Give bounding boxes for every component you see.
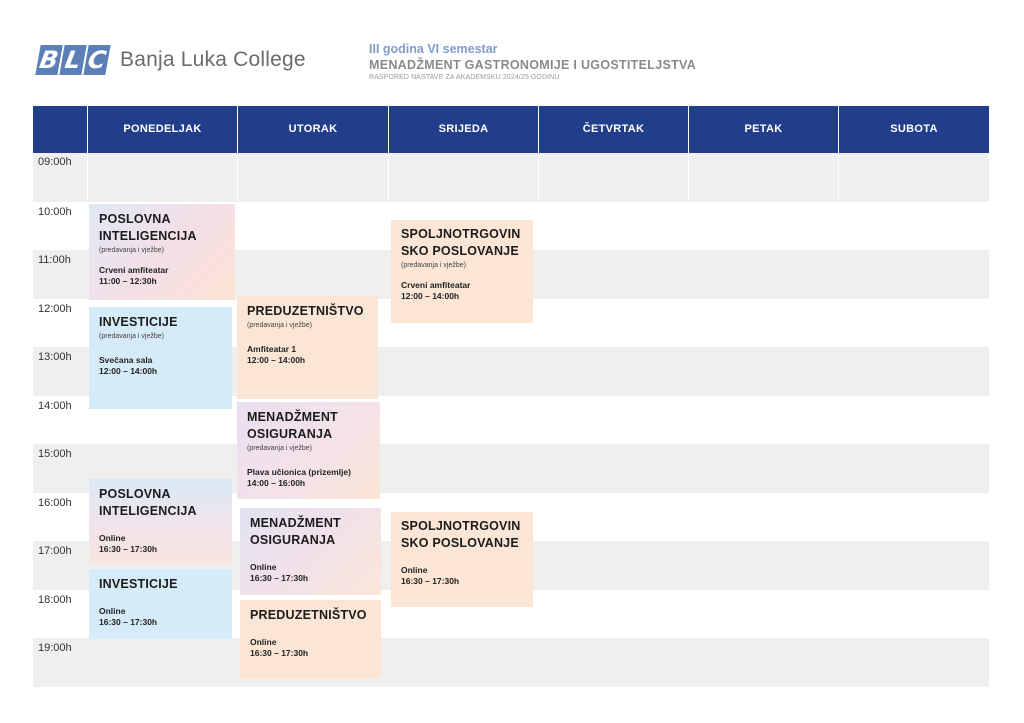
time-label: 10:00h (38, 206, 72, 218)
event-title-line1: SPOLJNOTRGOVIN (401, 227, 521, 241)
schedule-header (369, 42, 696, 83)
day-header-row (33, 106, 989, 153)
time-band (33, 153, 989, 202)
event-title: MENADŽMENT OSIGURANJA (250, 516, 341, 547)
college-name: Banja Luka College (120, 48, 306, 71)
time-label: 14:00h (38, 400, 72, 412)
event-time: 11:00 – 12:30h (99, 276, 157, 286)
event-location: Online (99, 533, 126, 543)
event-menadzment-osiguranja-lecture[interactable] (237, 402, 380, 499)
event-time: 16:30 – 17:30h (99, 617, 158, 627)
event-spoljnotrgovinsko-lecture[interactable] (391, 220, 533, 323)
event-location: Svečana sala (99, 355, 153, 365)
event-location: Online (250, 562, 277, 572)
event-preduzetnistvo-online[interactable] (240, 600, 381, 678)
column-divider (388, 153, 389, 201)
college-logo (38, 42, 306, 78)
event-location: Crveni amfiteatar (99, 265, 169, 275)
event-type: (predavanja i vježbe) (99, 247, 164, 254)
event-type: (predavanja i vježbe) (247, 322, 312, 329)
event-location: Online (99, 606, 126, 616)
day-header-saturday: SUBOTA (838, 106, 989, 153)
logo-letter-b: B (35, 45, 62, 75)
event-title: INVESTICIJE (99, 577, 178, 591)
time-label: 13:00h (38, 351, 72, 363)
column-divider (538, 153, 539, 201)
time-label: 09:00h (38, 156, 72, 168)
blc-logo-mark (38, 45, 110, 75)
event-location: Amfiteatar 1 (247, 344, 297, 354)
event-title: MENADŽMENT OSIGURANJA (247, 410, 338, 441)
column-divider (688, 153, 689, 201)
event-time: 12:00 – 14:00h (247, 355, 306, 365)
event-location: Plava učionica (prizemlje) (247, 467, 351, 477)
event-location: Crveni amfiteatar (401, 280, 471, 290)
event-title: PREDUZETNIŠTVO (247, 304, 364, 318)
day-header-thursday: ČETVRTAK (538, 106, 688, 153)
logo-letter-c: C (83, 45, 110, 75)
column-divider (237, 153, 238, 201)
event-preduzetnistvo-lecture[interactable] (237, 296, 378, 399)
event-time: 12:00 – 14:00h (401, 291, 460, 301)
event-title-line2: SKO POSLOVANJE (401, 244, 519, 258)
event-type: (predavanja i vježbe) (99, 333, 164, 340)
event-title: INVESTICIJE (99, 315, 178, 329)
event-title: POSLOVNA INTELIGENCIJA (99, 212, 197, 243)
event-title: PREDUZETNIŠTVO (250, 608, 367, 622)
event-poslovna-inteligencija-lecture[interactable] (89, 204, 235, 300)
event-time: 16:30 – 17:30h (99, 544, 158, 554)
column-divider (838, 153, 839, 201)
header-corner-cell (33, 106, 87, 153)
event-title: POSLOVNA INTELIGENCIJA (99, 487, 197, 518)
event-title-line2: SKO POSLOVANJE (401, 536, 519, 550)
event-time: 16:30 – 17:30h (250, 648, 309, 658)
event-title-line1: SPOLJNOTRGOVIN (401, 519, 521, 533)
day-header-monday: PONEDELJAK (87, 106, 237, 153)
program-title: MENADŽMENT GASTRONOMIJE I UGOSTITELJSTVA (369, 58, 697, 72)
time-label: 19:00h (38, 642, 72, 654)
event-time: 14:00 – 16:00h (247, 478, 306, 488)
event-type: (predavanja i vježbe) (401, 262, 466, 269)
time-label: 11:00h (38, 254, 71, 266)
event-investicije-lecture[interactable] (89, 307, 232, 409)
time-label: 12:00h (38, 303, 72, 315)
time-band (33, 638, 989, 687)
event-time: 16:30 – 17:30h (250, 573, 309, 583)
logo-letter-l: L (59, 45, 86, 75)
day-header-tuesday: UTORAK (237, 106, 388, 153)
event-poslovna-inteligencija-online[interactable] (89, 479, 232, 563)
event-investicije-online[interactable] (89, 569, 232, 639)
time-label: 15:00h (38, 448, 72, 460)
time-label: 17:00h (38, 545, 72, 557)
time-label: 16:00h (38, 497, 72, 509)
event-menadzment-osiguranja-online[interactable] (240, 508, 381, 595)
event-time: 12:00 – 14:00h (99, 366, 158, 376)
event-time: 16:30 – 17:30h (401, 576, 460, 586)
schedule-subtitle: RASPORED NASTAVE ZA AKADEMSKU 2024/25 GODINU (369, 74, 560, 81)
semester-label: III godina VI semestar (369, 42, 498, 56)
time-label: 18:00h (38, 594, 72, 606)
event-type: (predavanja i vježbe) (247, 445, 312, 452)
day-header-wednesday: SRIJEDA (388, 106, 538, 153)
event-location: Online (250, 637, 277, 647)
event-location: Online (401, 565, 428, 575)
day-header-friday: PETAK (688, 106, 838, 153)
event-spoljnotrgovinsko-online[interactable] (391, 512, 533, 607)
column-divider (87, 153, 88, 201)
